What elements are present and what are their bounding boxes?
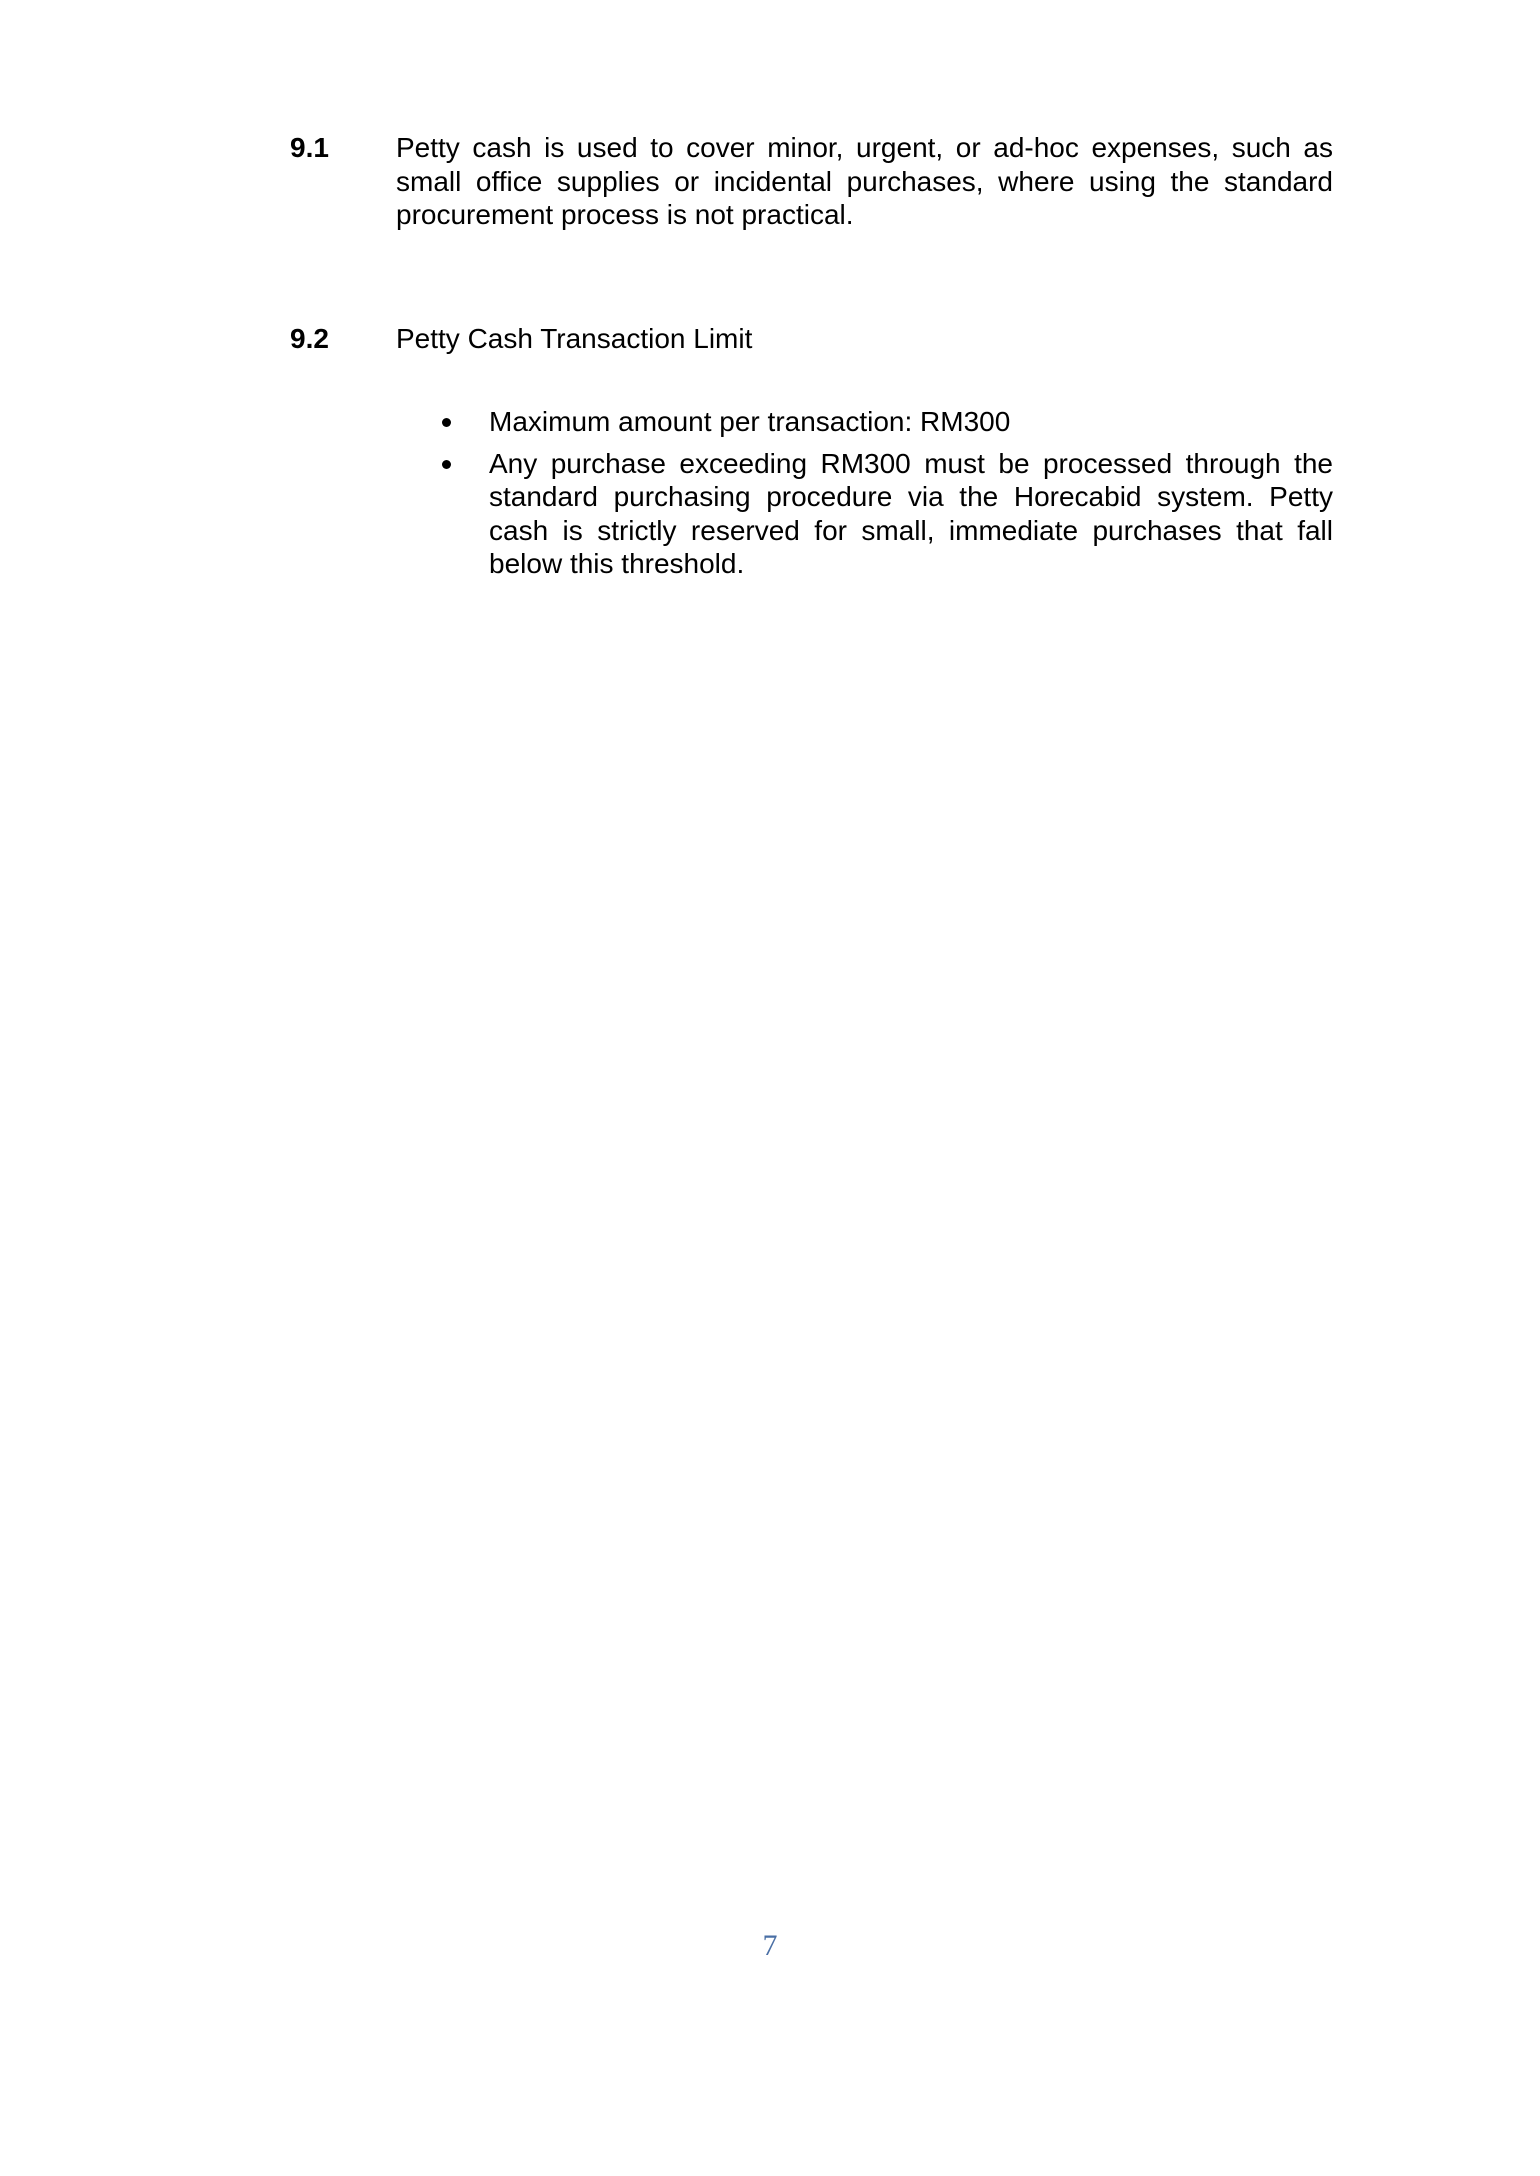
list-item-text: Any purchase exceeding RM300 must be processed through the standard purchasing procedure via the Horecabid system. Petty cash is strictly reserved for small, immediate purchases that fall below this threshold. bbox=[489, 447, 1333, 579]
transaction-limit-list bbox=[440, 405, 1333, 589]
list-item bbox=[440, 447, 1333, 581]
list-item-text: Maximum amount per transaction: RM300 bbox=[489, 406, 1011, 437]
section-paragraph: Petty cash is used to cover minor, urgent, or ad-hoc expenses, such as small office supplies or incidental purchases, where using the standard procurement process is not practical. bbox=[396, 132, 1333, 230]
bullet-icon bbox=[442, 460, 451, 469]
list-item bbox=[440, 405, 1333, 439]
bullet-icon bbox=[442, 418, 451, 427]
page-number: 7 bbox=[762, 1929, 778, 1962]
section-number: 9.2 bbox=[290, 323, 329, 354]
section-title: Petty Cash Transaction Limit bbox=[396, 323, 753, 354]
section-number: 9.1 bbox=[290, 132, 329, 163]
